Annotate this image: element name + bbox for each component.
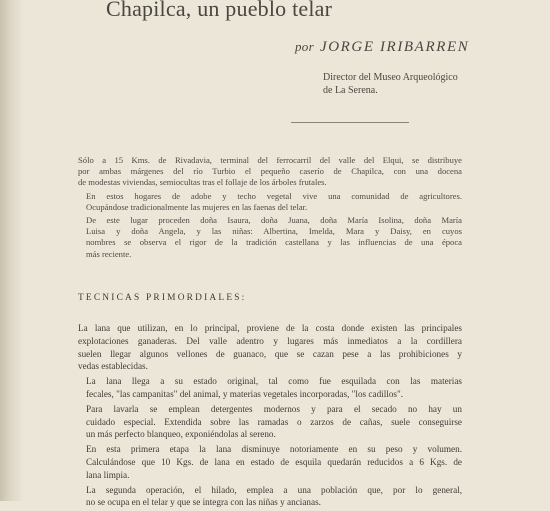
paragraph [78,375,462,401]
text-line: de modestas viviendas, semiocultas tras el follaje de los árboles frutales. [78,177,327,188]
text-line: por ambas márgenes del río Turbio el pequeño caserío de Chapilca, con una docena [78,166,462,177]
author-prefix: por [295,39,314,54]
paragraph [78,443,462,481]
text-line: De este lugar proceden doña Isaura, doña Juana, doña María Isolina, doña María [86,215,462,226]
page-fold-shadow [0,0,24,501]
affiliation-line: Director del Museo Arqueológico [323,72,458,83]
text-line: no se ocupa en el telar y que se integra con las niñas y ancianas. [86,497,321,508]
text-line: cuidado especial. Extendida sobre las ramadas o zarzos de cañas, suele conseguirse [86,416,462,427]
text-line: explotaciones ganaderas. Del valle adentro y lugares más inmediatos a la cordillera [78,335,462,346]
text-line: nombres se observa el rigor de la tradición castellana y las influencias de una época [86,237,462,248]
author-affiliation [323,71,458,97]
text-line: vedas establecidas. [78,361,148,372]
text-line: En esta primera etapa la lana disminuye notoriamente en su peso y volumen. [86,444,462,455]
text-line: Calculándose que 10 Kgs. de lana en estado de esquila quedarán reducidos a 6 Kgs. de [86,456,462,467]
body-text [78,322,462,511]
text-line: fecales, "las campanitas" del animal, y materias vegetales incorporadas, "los cadillos". [86,388,404,399]
text-line: Sólo a 15 Kms. de Rivadavia, terminal del ferrocarril del valle del Elqui, se distribuye [78,155,462,165]
text-line: lana limpia. [86,469,130,480]
paragraph [78,155,462,189]
intro-text [78,155,462,262]
paragraph [78,322,462,373]
article-title: Chapilca, un pueblo telar [106,0,333,21]
author-name: JORGE IRIBARREN [319,39,470,55]
text-line: más reciente. [86,248,132,259]
text-line: Ocupándose tradicionalmente las mujeres en las faenas del telar. [86,201,308,212]
text-line: un más perfecto blanqueo, exponiéndolas al sereno. [86,429,276,440]
text-line: La segunda operación, el hilado, emplea a una población que, por lo general, [86,484,462,495]
paragraph [78,215,462,260]
text-line: Luisa y doña Angela, y las niñas: Albertina, Imelda, Mara y Daisy, en cuyos [86,226,462,237]
section-heading: TECNICAS PRIMORDIALES: [78,293,247,303]
text-line: La lana que utilizan, en lo principal, proviene de la costa donde existen las principales [78,323,462,333]
paragraph [78,191,462,213]
text-line: En estos hogares de adobe y techo vegetal vive una comunidad de agricultores. [86,190,462,201]
separator-rule [291,122,409,123]
text-line: suelen llegar algunos vellones de guanaco, que se cazan pese a las prohibiciones y [78,348,462,359]
paragraph [78,484,462,510]
text-line: La lana llega a su estado original, tal como fue esquilada con las materias [86,376,462,387]
affiliation-line: de La Serena. [323,85,378,96]
paragraph [78,403,462,441]
text-line: Para lavarla se emplean detergentes modernos y para el secado no hay un [86,403,462,414]
author-line [295,39,469,56]
